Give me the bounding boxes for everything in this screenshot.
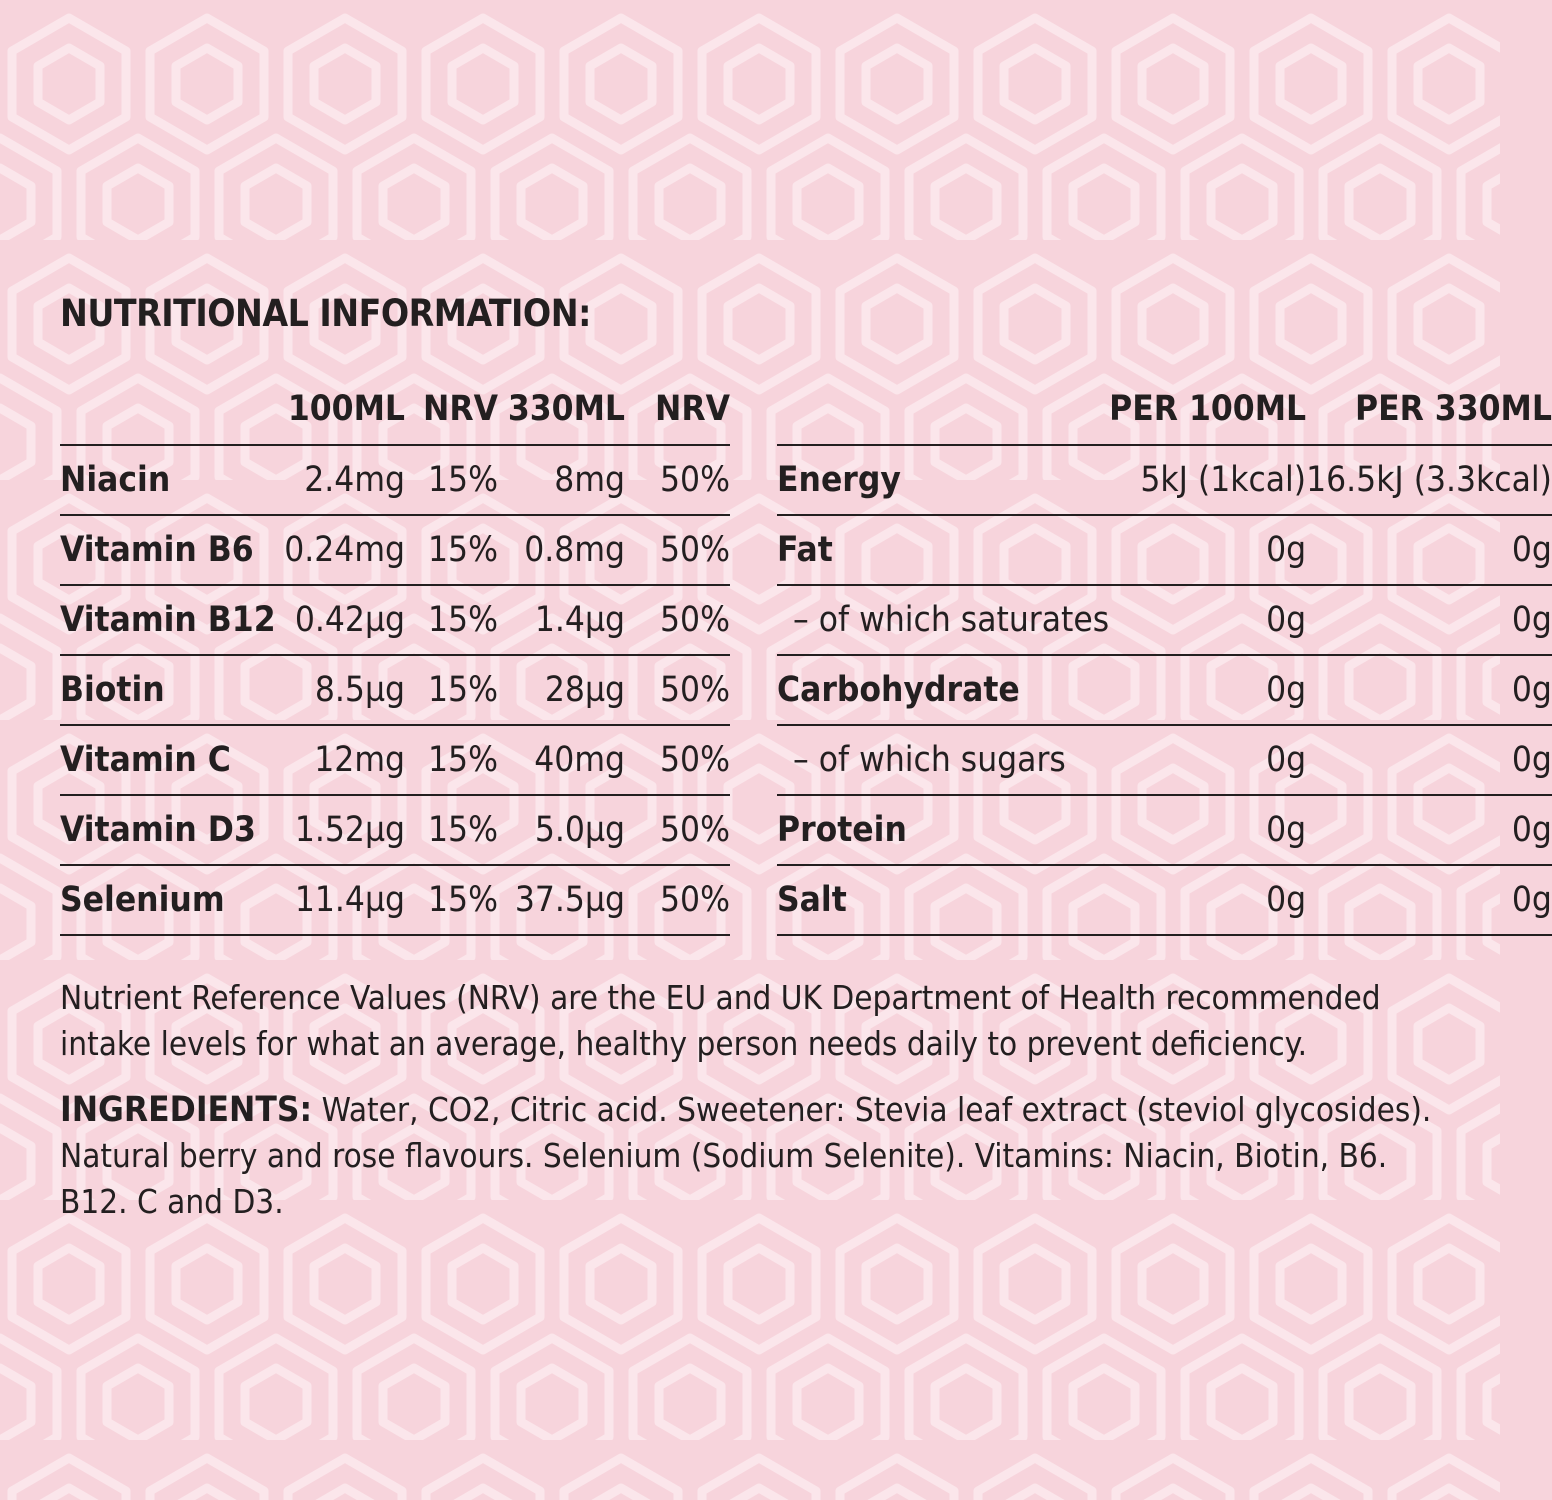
nutrient-name: Energy	[777, 460, 901, 500]
nutrient-value: 15%	[428, 600, 498, 640]
nutrient-value: 1.4µg	[534, 600, 625, 640]
nutrient-value: 0.8mg	[524, 530, 625, 570]
table-row	[777, 445, 1552, 515]
energy-table	[777, 374, 1552, 936]
table-row	[60, 585, 730, 655]
ingredients-paragraph	[60, 1087, 1455, 1225]
nutrient-name: Salt	[777, 880, 847, 920]
energy-table-body	[777, 445, 1552, 935]
vitamins-table-body	[60, 445, 730, 935]
column-header: 330ML	[507, 389, 625, 429]
nutrient-value: 0g	[1511, 670, 1552, 710]
nutrient-name: Protein	[777, 810, 907, 850]
column-header	[60, 374, 280, 445]
table-row	[60, 865, 730, 935]
nutrient-name: Niacin	[60, 460, 171, 500]
table-row	[60, 445, 730, 515]
table-row	[60, 725, 730, 795]
nutrient-value: 28µg	[544, 670, 625, 710]
nutrient-name: Selenium	[60, 880, 225, 920]
nutrient-value: 0g	[1511, 880, 1552, 920]
nrv-footnote: Nutrient Reference Values (NRV) are the EU and UK Department of Health recommended intake levels for what an average, healthy person needs daily to prevent deficiency.	[60, 978, 1381, 1063]
nutrient-name: Carbohydrate	[777, 670, 1020, 710]
ingredients-text: Water, CO2, Citric acid. Sweetener: Stevia leaf extract (steviol glycosides). Natural berry and rose flavours. Selenium (Sodium Selenite). Vitamins: Niacin, Biotin, B6. B12. C and D3.	[60, 1090, 1432, 1221]
table-row	[60, 655, 730, 725]
column-header: PER 100ML	[1109, 389, 1307, 429]
column-header: 100ML	[287, 389, 405, 429]
table-row	[777, 585, 1552, 655]
nutrient-value: 0g	[1511, 600, 1552, 640]
nutrient-value: 2.4mg	[304, 460, 405, 500]
nutrient-value: 0g	[1266, 880, 1307, 920]
nutrient-value: 16.5kJ (3.3kcal)	[1306, 460, 1552, 500]
nutrient-value: 0g	[1266, 810, 1307, 850]
nutrient-value: 50%	[660, 740, 730, 780]
nutrient-name: Vitamin C	[60, 740, 231, 780]
nutrient-value: 0g	[1266, 670, 1307, 710]
table-row	[60, 515, 730, 585]
nutrient-value: 50%	[660, 600, 730, 640]
column-header: NRV	[655, 389, 730, 429]
column-header: NRV	[423, 389, 498, 429]
nutrient-value: 0.42µg	[294, 600, 405, 640]
table-row	[777, 515, 1552, 585]
nutrient-name: Vitamin D3	[60, 810, 256, 850]
nutrient-value: 15%	[428, 810, 498, 850]
table-row	[777, 865, 1552, 935]
nutrient-name: – of which sugars	[793, 740, 1066, 780]
nutrient-name: Vitamin B12	[60, 600, 276, 640]
page-title: NUTRITIONAL INFORMATION:	[60, 292, 591, 335]
nutrient-value: 50%	[660, 810, 730, 850]
nutrient-value: 15%	[428, 740, 498, 780]
column-header	[777, 374, 1109, 445]
nutrient-value: 11.4µg	[294, 880, 405, 920]
nutrient-value: 1.52µg	[294, 810, 405, 850]
nutrient-value: 0g	[1266, 530, 1307, 570]
table-row	[777, 655, 1552, 725]
nutrient-name: Fat	[777, 530, 833, 570]
table-row	[777, 795, 1552, 865]
nutrient-value: 50%	[660, 460, 730, 500]
nutrient-value: 0g	[1266, 740, 1307, 780]
nutrient-name: Vitamin B6	[60, 530, 254, 570]
table-row	[777, 725, 1552, 795]
vitamins-table	[60, 374, 730, 936]
nutrient-value: 5.0µg	[534, 810, 625, 850]
nutrient-value: 8.5µg	[314, 670, 405, 710]
nutrient-value: 0g	[1511, 810, 1552, 850]
nutrient-value: 8mg	[554, 460, 625, 500]
ingredients-label: INGREDIENTS:	[60, 1090, 313, 1130]
column-header: PER 330ML	[1355, 389, 1552, 429]
nutrient-value: 0.24mg	[284, 530, 405, 570]
nutrient-value: 40mg	[534, 740, 625, 780]
nutrient-value: 50%	[660, 670, 730, 710]
nutrient-value: 50%	[660, 880, 730, 920]
nutrient-value: 0g	[1266, 600, 1307, 640]
nutrient-name: Biotin	[60, 670, 165, 710]
vitamins-table-header	[60, 374, 730, 445]
nutrient-value: 0g	[1511, 740, 1552, 780]
nutrient-name: – of which saturates	[793, 600, 1110, 640]
nutrient-value: 15%	[428, 530, 498, 570]
nutrient-value: 15%	[428, 460, 498, 500]
nutrient-value: 0g	[1511, 530, 1552, 570]
nutrient-value: 5kJ (1kcal)	[1140, 460, 1307, 500]
nutrient-value: 15%	[428, 670, 498, 710]
table-row	[60, 795, 730, 865]
nutrient-value: 50%	[660, 530, 730, 570]
nutrient-value: 15%	[428, 880, 498, 920]
nutrient-value: 37.5µg	[514, 880, 625, 920]
energy-table-header	[777, 374, 1552, 445]
nutrient-value: 12mg	[314, 740, 405, 780]
